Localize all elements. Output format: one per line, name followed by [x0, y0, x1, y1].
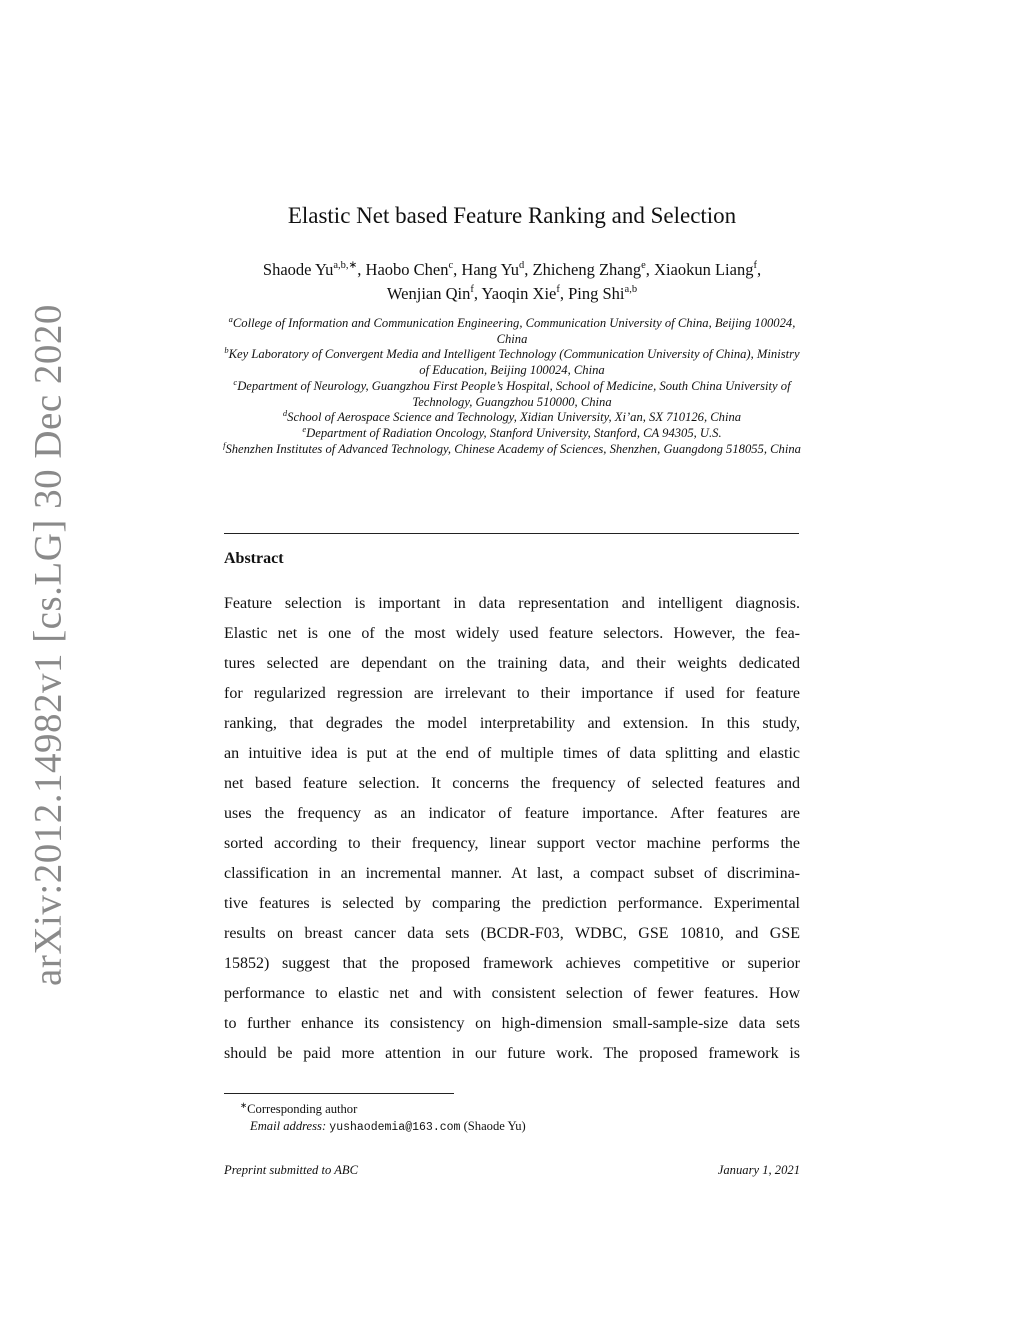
- email-address[interactable]: yushaodemia@163.com: [329, 1121, 461, 1135]
- abstract-line: uses the frequency as an indicator of feature importance. After features are: [224, 805, 800, 822]
- abstract-line: performance to elastic net and with consistent selection of fewer features. How: [224, 985, 800, 1002]
- abstract-line: ranking, that degrades the model interpretability and extension. In this study,: [224, 715, 800, 732]
- abstract-line: classification in an incremental manner. At last, a compact subset of discrimina-: [224, 865, 800, 882]
- author: Ping Shi$^{a,b}$: [568, 283, 638, 303]
- footnote-rule: [224, 1093, 454, 1094]
- author-list: [200, 258, 824, 306]
- abstract-body: [224, 589, 800, 1069]
- abstract-line: should be paid more attention in our future work. The proposed framework is: [224, 1045, 800, 1062]
- author: Haobo Chen$^c$,: [365, 259, 462, 279]
- abstract-line: an intuitive idea is put at the end of multiple times of data splitting and elastic: [224, 745, 800, 762]
- abstract-line: to further enhance its consistency on high-dimension small-sample-size data sets: [224, 1015, 800, 1032]
- affiliation: $^b$Key Laboratory of Convergent Media and Intelligent Technology (Communication University of China), Ministry of Education, Beijing 100024, China: [224, 345, 800, 378]
- affiliation: $^f$Shenzhen Institutes of Advanced Technology, Chinese Academy of Sciences, Shenzhen, Guangdong 518055, China: [223, 439, 801, 456]
- abstract-line: results on breast cancer data sets (BCDR-F03, WDBC, GSE 10810, and GSE: [224, 925, 800, 942]
- author: Zhicheng Zhang$^e$,: [532, 259, 655, 279]
- abstract-line: tive features is selected by comparing the prediction performance. Experimental: [224, 895, 800, 912]
- email-note: Email address: yushaodemia@163.com (Shaode Yu): [250, 1119, 526, 1135]
- abstract-line: 15852) suggest that the proposed framework achieves competitive or superior: [224, 955, 800, 972]
- author: Hang Yu$^d$,: [461, 259, 533, 279]
- author: Wenjian Qin$^f$,: [386, 283, 482, 303]
- abstract-line: net based feature selection. It concerns the frequency of selected features and: [224, 775, 800, 792]
- paper-title: Elastic Net based Feature Ranking and Selection: [287, 203, 737, 228]
- abstract-heading: Abstract: [224, 550, 284, 567]
- abstract-top-rule: [224, 533, 799, 534]
- author: Yaoqin Xie$^f$,: [481, 283, 569, 303]
- abstract-line: Feature selection is important in data representation and intelligent diagnosis.: [224, 595, 800, 612]
- affiliation: $^d$School of Aerospace Science and Technology, Xidian University, Xi’an, SX 710126, China: [282, 408, 742, 425]
- corresponding-author-note: ∗Corresponding author: [240, 1100, 358, 1117]
- footnote: [224, 1097, 724, 1136]
- affiliation: $^e$Department of Radiation Oncology, Stanford University, Stanford, CA 94305, U.S.: [302, 423, 722, 440]
- preprint-date: January 1, 2021: [717, 1163, 800, 1177]
- author: Xiaokun Liang$^f$,: [654, 259, 762, 279]
- abstract-line: for regularized regression are irrelevant to their importance if used for feature: [224, 685, 800, 702]
- abstract-line: Elastic net is one of the most widely used feature selectors. However, the fea-: [224, 625, 800, 642]
- author: Shaode $Yu^{a,b,∗}$,: [262, 259, 366, 279]
- affiliation: $^c$Department of Neurology, Guangzhou First People’s Hospital, School of Medicine, South China University of Technology, Guangzhou 510000, China: [233, 376, 791, 409]
- affiliation: $^a$College of Information and Communication Engineering, Communication University of China, Beijing 100024, China: [228, 313, 796, 346]
- abstract-line: tures selected are dependant on the training data, and their weights dedicated: [224, 655, 800, 672]
- preprint-note: Preprint submitted to ABC: [224, 1163, 358, 1177]
- affiliation-list: [222, 313, 802, 457]
- abstract-line: sorted according to their frequency, linear support vector machine performs the: [224, 835, 800, 852]
- arxiv-id-text: arXiv:2012.14982v1 [cs.LG] 30 Dec 2020: [26, 304, 70, 986]
